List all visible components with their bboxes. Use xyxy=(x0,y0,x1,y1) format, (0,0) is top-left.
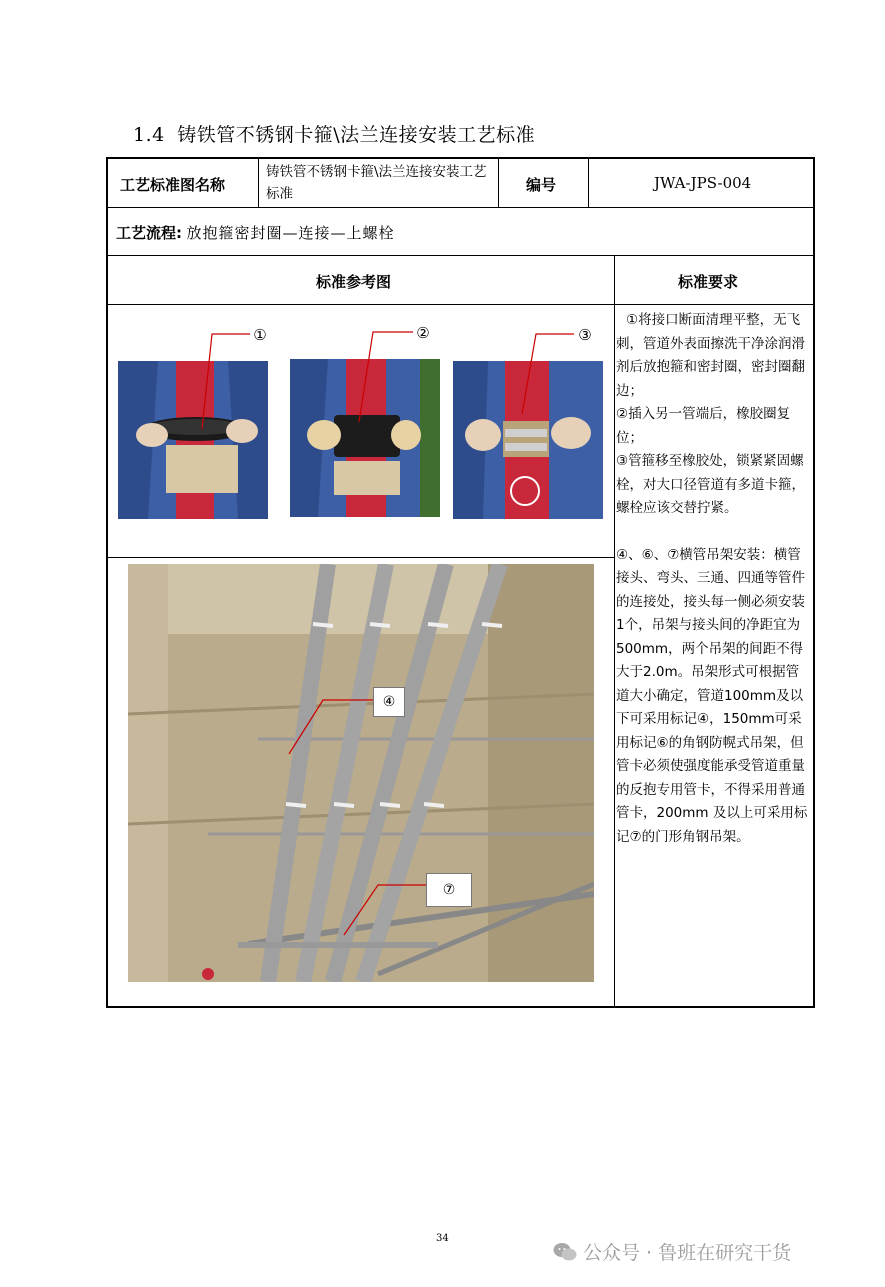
name-value: 铸铁管不锈钢卡箍\法兰连接安装工艺标准 xyxy=(266,164,487,202)
marker-7: ⑦ xyxy=(442,882,456,898)
leader-line-3 xyxy=(508,329,578,419)
requirement-2: ②插入另一管端后，橡胶圈复位； xyxy=(616,406,791,446)
req-header: 标准要求 xyxy=(678,273,739,291)
standard-table xyxy=(106,157,815,1008)
code-value: JWA-JPS-004 xyxy=(654,174,752,192)
section-heading xyxy=(133,120,535,147)
watermark xyxy=(553,1238,791,1265)
wechat-icon xyxy=(553,1242,577,1262)
marker-4: ④ xyxy=(382,694,396,710)
requirement-4: ④、⑥、⑦横管吊架安装：横管接头、弯头、三通、四通等管件的连接处，接头每一侧必须安装1个，吊架与接头间的净距宜为500mm，两个吊架的间距不得大于2.0m。吊架形式可根据管道大小确定，管道100mm及以下可采用标记④，150mm可采用标记⑥的角钢防幌式吊架，但管卡必须使强度能承受管道重量的反抱专用管卡，不得采用普通管卡，200mm 及以上可采用标记⑦的门形角钢吊架。 xyxy=(616,546,808,845)
process-flow xyxy=(116,222,394,243)
marker-1: ① xyxy=(253,326,267,344)
flow-value: 放抱箍密封圈—连接—上螺栓 xyxy=(186,224,395,242)
requirement-3: ③管箍移至橡胶处，锁紧紧固螺栓，对大口径管道有多道卡箍，螺栓应该交替拧紧。 xyxy=(616,453,805,516)
requirements-list xyxy=(616,309,812,849)
leader-line-7 xyxy=(338,879,430,941)
page-number: 34 xyxy=(436,1233,449,1244)
marker-2: ② xyxy=(416,324,430,342)
name-label: 工艺标准图名称 xyxy=(120,176,226,194)
leader-line-1 xyxy=(188,329,258,439)
leader-line-4 xyxy=(283,694,378,764)
ref-header: 标准参考图 xyxy=(316,273,392,291)
code-label: 编号 xyxy=(526,176,557,194)
flow-label: 工艺流程: xyxy=(116,224,182,242)
marker-3: ③ xyxy=(578,326,592,344)
requirement-1: ①将接口断面清理平整，无飞刺，管道外表面擦洗干净涂润滑剂后放抱箍和密封圈，密封圈翻边； xyxy=(616,312,805,399)
marker-7-box xyxy=(426,873,472,907)
leader-line-2 xyxy=(343,327,418,427)
section-number: 1.4 xyxy=(133,124,165,146)
watermark-text: 公众号 · 鲁班在研究干货 xyxy=(583,1242,792,1264)
section-title: 铸铁管不锈钢卡箍\法兰连接安装工艺标准 xyxy=(177,124,536,146)
